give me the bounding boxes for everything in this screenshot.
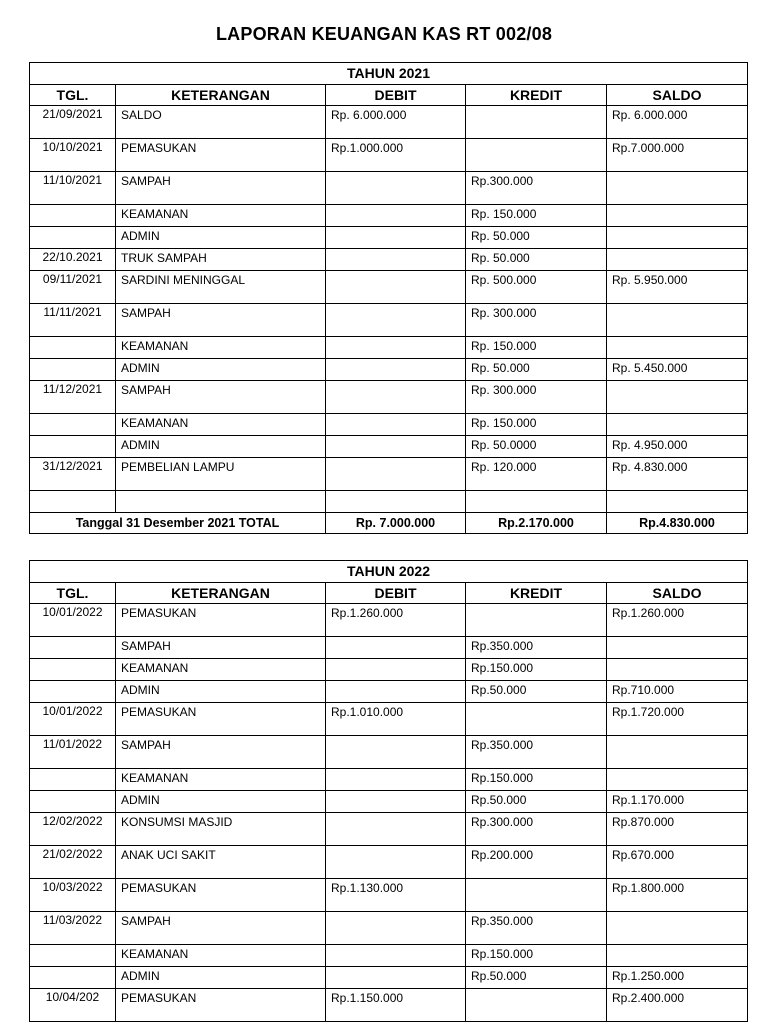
- cell-kredit: Rp.300.000: [466, 172, 607, 205]
- cell-debit: [326, 736, 466, 769]
- cell-debit: [326, 227, 466, 249]
- cell-keterangan: SARDINI MENINGGAL: [116, 271, 326, 304]
- total-label: Tanggal 31 Desember 2021 TOTAL: [30, 513, 326, 534]
- table-row: [30, 879, 748, 912]
- cell-kredit: Rp.350.000: [466, 637, 607, 659]
- table-row: [30, 769, 748, 791]
- cell-debit: [326, 249, 466, 271]
- table-row: [30, 106, 748, 139]
- cell-date: 11/01/2022: [30, 736, 116, 769]
- year-header: TAHUN 2022: [30, 561, 748, 583]
- cell-date: [30, 337, 116, 359]
- cell-kredit: Rp. 300.000: [466, 304, 607, 337]
- cell-saldo: Rp.1.250.000: [607, 967, 748, 989]
- cell-debit: [326, 945, 466, 967]
- column-header-keterangan: KETERANGAN: [116, 85, 326, 106]
- cell-keterangan: SAMPAH: [116, 736, 326, 769]
- cell-keterangan: ADMIN: [116, 436, 326, 458]
- cell-keterangan: KEAMANAN: [116, 205, 326, 227]
- table-row: [30, 414, 748, 436]
- cell-keterangan: SAMPAH: [116, 304, 326, 337]
- cell-kredit: [466, 139, 607, 172]
- cell-saldo: Rp.1.800.000: [607, 879, 748, 912]
- cell-keterangan: KEAMANAN: [116, 945, 326, 967]
- table-row: [30, 989, 748, 1022]
- cell-keterangan: ANAK UCI SAKIT: [116, 846, 326, 879]
- total-row: [30, 513, 748, 534]
- table-row: [30, 659, 748, 681]
- cell-debit: [326, 381, 466, 414]
- cell-debit: Rp.1.260.000: [326, 604, 466, 637]
- table-row: [30, 337, 748, 359]
- cell-saldo: Rp. 5.450.000: [607, 359, 748, 381]
- table-row: [30, 458, 748, 491]
- cell-kredit: Rp.50.000: [466, 681, 607, 703]
- cell-kredit: [466, 604, 607, 637]
- cell-keterangan: KEAMANAN: [116, 337, 326, 359]
- cell-date: 21/02/2022: [30, 846, 116, 879]
- cell-debit: [326, 659, 466, 681]
- cell-debit: Rp.1.010.000: [326, 703, 466, 736]
- table-row: [30, 304, 748, 337]
- cell-debit: Rp.1.150.000: [326, 989, 466, 1022]
- cell-debit: Rp.1.000.000: [326, 139, 466, 172]
- table-row: [30, 271, 748, 304]
- ledger-table-2021: [29, 62, 748, 534]
- cell-date: 11/12/2021: [30, 381, 116, 414]
- cell-keterangan: SALDO: [116, 106, 326, 139]
- cell-date: [30, 791, 116, 813]
- cell-debit: [326, 912, 466, 945]
- column-header-tgl: TGL.: [30, 583, 116, 604]
- cell-saldo: [607, 304, 748, 337]
- cell-keterangan: ADMIN: [116, 359, 326, 381]
- cell-keterangan: TRUK SAMPAH: [116, 249, 326, 271]
- table-row: [30, 912, 748, 945]
- table-row: [30, 736, 748, 769]
- table-row: [30, 637, 748, 659]
- cell-kredit: Rp.150.000: [466, 769, 607, 791]
- cell-keterangan: KONSUMSI MASJID: [116, 813, 326, 846]
- table-row: [30, 491, 748, 513]
- cell-kredit: Rp.50.000: [466, 967, 607, 989]
- cell-debit: [326, 458, 466, 491]
- column-header-tgl: TGL.: [30, 85, 116, 106]
- cell-kredit: Rp.300.000: [466, 813, 607, 846]
- cell-keterangan: PEMASUKAN: [116, 703, 326, 736]
- cell-saldo: [607, 769, 748, 791]
- page-title: LAPORAN KEUANGAN KAS RT 002/08: [215, 24, 553, 44]
- cell-debit: [326, 846, 466, 879]
- cell-saldo: [607, 659, 748, 681]
- cell-saldo: [607, 736, 748, 769]
- cell-kredit: Rp. 150.000: [466, 414, 607, 436]
- cell-date: 21/09/2021: [30, 106, 116, 139]
- cell-kredit: Rp. 50.0000: [466, 436, 607, 458]
- cell-saldo: [607, 491, 748, 513]
- cell-date: [30, 414, 116, 436]
- cell-debit: [326, 172, 466, 205]
- total-kredit: Rp.2.170.000: [466, 513, 607, 534]
- cell-kredit: Rp. 50.000: [466, 227, 607, 249]
- cell-keterangan: PEMASUKAN: [116, 989, 326, 1022]
- cell-debit: [326, 637, 466, 659]
- cell-debit: [326, 813, 466, 846]
- cell-debit: [326, 337, 466, 359]
- table-row: [30, 436, 748, 458]
- cell-debit: Rp. 6.000.000: [326, 106, 466, 139]
- cell-date: [30, 681, 116, 703]
- cell-saldo: [607, 637, 748, 659]
- cell-kredit: Rp. 50.000: [466, 359, 607, 381]
- cell-debit: [326, 681, 466, 703]
- cell-debit: [326, 791, 466, 813]
- total-debit: Rp. 7.000.000: [326, 513, 466, 534]
- cell-keterangan: KEAMANAN: [116, 659, 326, 681]
- cell-date: 31/12/2021: [30, 458, 116, 491]
- cell-keterangan: PEMBELIAN LAMPU: [116, 458, 326, 491]
- cell-kredit: Rp. 500.000: [466, 271, 607, 304]
- cell-saldo: Rp.1.260.000: [607, 604, 748, 637]
- ledger-body: [30, 106, 748, 513]
- cell-keterangan: KEAMANAN: [116, 769, 326, 791]
- cell-date: [30, 205, 116, 227]
- column-header-keterangan: KETERANGAN: [116, 583, 326, 604]
- column-header-kredit: KREDIT: [466, 583, 607, 604]
- cell-saldo: Rp.7.000.000: [607, 139, 748, 172]
- cell-saldo: Rp. 4.830.000: [607, 458, 748, 491]
- cell-date: 09/11/2021: [30, 271, 116, 304]
- cell-date: 11/03/2022: [30, 912, 116, 945]
- cell-debit: [326, 304, 466, 337]
- cell-kredit: Rp. 150.000: [466, 337, 607, 359]
- cell-kredit: [466, 491, 607, 513]
- cell-date: 12/02/2022: [30, 813, 116, 846]
- ledger-body: [30, 604, 748, 1022]
- cell-debit: [326, 359, 466, 381]
- cell-saldo: [607, 172, 748, 205]
- cell-debit: [326, 967, 466, 989]
- table-row: [30, 846, 748, 879]
- cell-saldo: [607, 381, 748, 414]
- cell-kredit: Rp.200.000: [466, 846, 607, 879]
- cell-debit: [326, 271, 466, 304]
- cell-date: 22/10.2021: [30, 249, 116, 271]
- cell-kredit: Rp. 120.000: [466, 458, 607, 491]
- cell-debit: [326, 414, 466, 436]
- cell-kredit: [466, 989, 607, 1022]
- cell-keterangan: SAMPAH: [116, 637, 326, 659]
- cell-keterangan: SAMPAH: [116, 381, 326, 414]
- cell-saldo: [607, 205, 748, 227]
- cell-keterangan: SAMPAH: [116, 912, 326, 945]
- cell-date: 10/01/2022: [30, 604, 116, 637]
- table-row: [30, 205, 748, 227]
- cell-date: [30, 436, 116, 458]
- cell-keterangan: ADMIN: [116, 227, 326, 249]
- cell-keterangan: SAMPAH: [116, 172, 326, 205]
- cell-saldo: Rp.1.720.000: [607, 703, 748, 736]
- cell-kredit: [466, 703, 607, 736]
- cell-date: [30, 227, 116, 249]
- cell-keterangan: KEAMANAN: [116, 414, 326, 436]
- ledger-table-2022: [29, 560, 748, 1022]
- cell-saldo: Rp. 4.950.000: [607, 436, 748, 458]
- cell-kredit: Rp. 300.000: [466, 381, 607, 414]
- table-row: [30, 604, 748, 637]
- cell-date: 10/01/2022: [30, 703, 116, 736]
- table-row: [30, 249, 748, 271]
- table-row: [30, 227, 748, 249]
- cell-debit: [326, 436, 466, 458]
- cell-kredit: Rp.350.000: [466, 912, 607, 945]
- total-saldo: Rp.4.830.000: [607, 513, 748, 534]
- cell-debit: [326, 491, 466, 513]
- cell-saldo: [607, 912, 748, 945]
- year-header: TAHUN 2021: [30, 63, 748, 85]
- cell-date: 11/11/2021: [30, 304, 116, 337]
- cell-date: [30, 359, 116, 381]
- cell-keterangan: PEMASUKAN: [116, 879, 326, 912]
- cell-kredit: Rp. 50.000: [466, 249, 607, 271]
- table-row: [30, 945, 748, 967]
- column-header-saldo: SALDO: [607, 583, 748, 604]
- cell-saldo: Rp. 6.000.000: [607, 106, 748, 139]
- cell-kredit: [466, 879, 607, 912]
- cell-kredit: Rp.150.000: [466, 659, 607, 681]
- cell-keterangan: PEMASUKAN: [116, 604, 326, 637]
- table-row: [30, 381, 748, 414]
- cell-debit: [326, 205, 466, 227]
- table-row: [30, 681, 748, 703]
- cell-kredit: Rp.50.000: [466, 791, 607, 813]
- cell-saldo: [607, 945, 748, 967]
- cell-saldo: Rp.870.000: [607, 813, 748, 846]
- cell-keterangan: PEMASUKAN: [116, 139, 326, 172]
- cell-keterangan: [116, 491, 326, 513]
- cell-saldo: [607, 414, 748, 436]
- table-row: [30, 139, 748, 172]
- cell-date: [30, 491, 116, 513]
- cell-date: [30, 659, 116, 681]
- cell-saldo: [607, 337, 748, 359]
- cell-saldo: Rp.1.170.000: [607, 791, 748, 813]
- cell-kredit: Rp.350.000: [466, 736, 607, 769]
- table-row: [30, 703, 748, 736]
- column-header-kredit: KREDIT: [466, 85, 607, 106]
- table-row: [30, 172, 748, 205]
- cell-debit: [326, 769, 466, 791]
- cell-kredit: Rp. 150.000: [466, 205, 607, 227]
- cell-saldo: [607, 249, 748, 271]
- cell-date: [30, 945, 116, 967]
- cell-date: 10/03/2022: [30, 879, 116, 912]
- column-header-saldo: SALDO: [607, 85, 748, 106]
- cell-date: 10/10/2021: [30, 139, 116, 172]
- cell-keterangan: ADMIN: [116, 967, 326, 989]
- cell-saldo: Rp.670.000: [607, 846, 748, 879]
- cell-kredit: [466, 106, 607, 139]
- cell-date: [30, 769, 116, 791]
- cell-saldo: Rp.710.000: [607, 681, 748, 703]
- cell-date: 10/04/202: [30, 989, 116, 1022]
- cell-date: [30, 637, 116, 659]
- cell-saldo: [607, 227, 748, 249]
- cell-debit: Rp.1.130.000: [326, 879, 466, 912]
- cell-keterangan: ADMIN: [116, 681, 326, 703]
- cell-saldo: Rp. 5.950.000: [607, 271, 748, 304]
- column-header-debit: DEBIT: [326, 583, 466, 604]
- table-row: [30, 791, 748, 813]
- cell-kredit: Rp.150.000: [466, 945, 607, 967]
- cell-keterangan: ADMIN: [116, 791, 326, 813]
- cell-date: 11/10/2021: [30, 172, 116, 205]
- cell-saldo: Rp.2.400.000: [607, 989, 748, 1022]
- column-header-debit: DEBIT: [326, 85, 466, 106]
- table-row: [30, 813, 748, 846]
- table-row: [30, 967, 748, 989]
- table-row: [30, 359, 748, 381]
- cell-date: [30, 967, 116, 989]
